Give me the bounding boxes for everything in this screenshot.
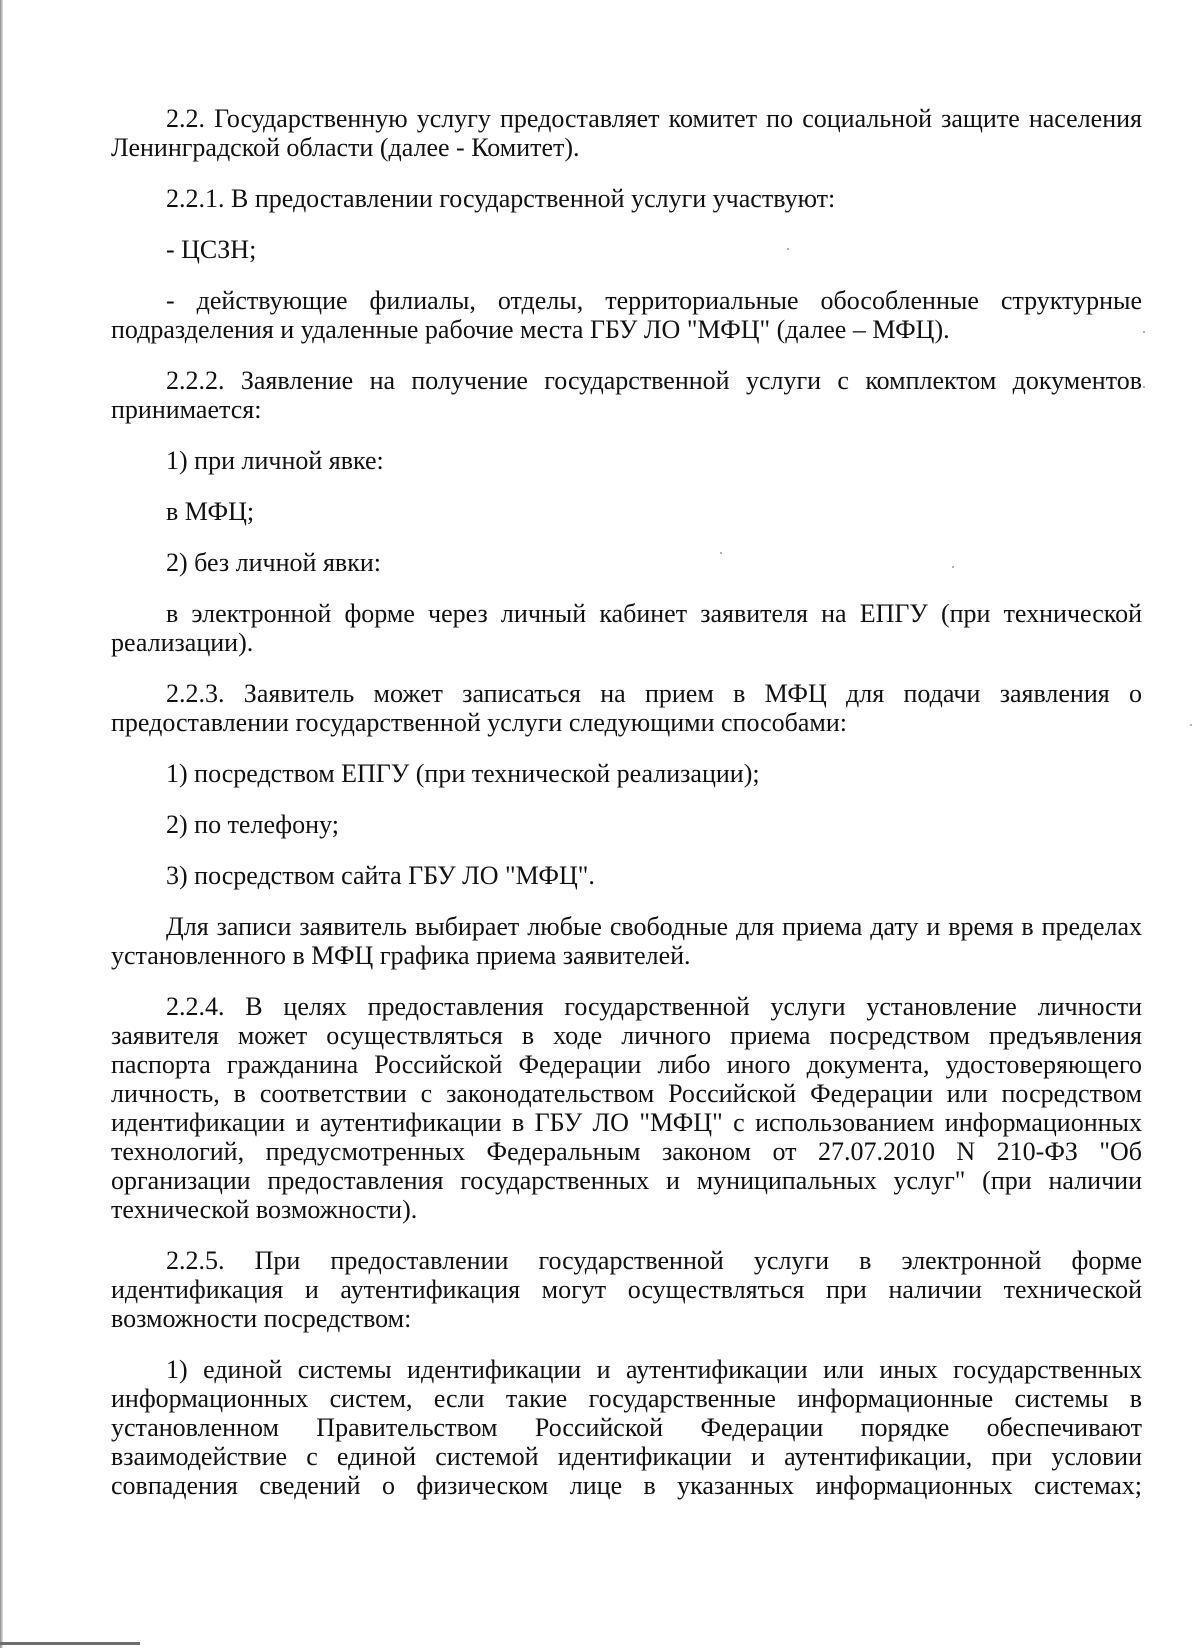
paragraph-esia: 1) единой системы идентификации и аутентификации или иных государственных информационных систем, если такие государственные информационные системы в установленном Правительством Российской Федерации порядке обеспечивают взаимодействие с единой системой идентификации и аутентификации, при условии совпадения сведений о физическом лице в указанных информационных системах; [111,1355,1142,1500]
scan-speck [1190,724,1192,726]
paragraph-2-2-5: 2.2.5. При предоставлении государственной услуги в электронной форме идентификация и аутентификация могут осуществляться при наличии технической возможности посредством: [111,1246,1142,1333]
paragraph-2-2-3: 2.2.3. Заявитель может записаться на прием в МФЦ для подачи заявления о предоставлении государственной услуги следующими способами: [111,679,1142,737]
paragraph-by-phone: 2) по телефону; [166,810,339,839]
paragraph-via-site: 3) посредством сайта ГБУ ЛО "МФЦ". [166,861,595,890]
paragraph-2-2-1: 2.2.1. В предоставлении государственной услуги участвуют: [166,184,836,213]
paragraph-item-branches: - действующие филиалы, отделы, территориальные обособленные структурные подразделения и удаленные рабочие места ГБУ ЛО "МФЦ" (далее – МФЦ). [111,286,1142,344]
document-body [111,104,1142,1522]
paragraph-via-epgu: 1) посредством ЕПГУ (при технической реализации); [166,759,760,788]
paragraph-2-2-2: 2.2.2. Заявление на получение государственной услуги с комплектом документов принимается: [111,366,1142,424]
paragraph-appointment: Для записи заявитель выбирает любые свободные для приема дату и время в пределах установленного в МФЦ графика приема заявителей. [111,912,1142,970]
scan-speck [1143,386,1145,388]
paragraph-item-cszn: - ЦСЗН; [166,235,257,264]
scan-edge-bottom [0,1642,140,1645]
paragraph-electronic-form: в электронной форме через личный кабинет заявителя на ЕПГУ (при технической реализации). [111,599,1142,657]
paragraph-2-2: 2.2. Государственную услугу предоставляет комитет по социальной защите населения Ленинградской области (далее - Комитет). [111,104,1142,162]
paragraph-in-person: 1) при личной явке: [166,446,384,475]
paragraph-2-2-4: 2.2.4. В целях предоставления государственной услуги установление личности заявителя может осуществляться в ходе личного приема посредством предъявления паспорта гражданина Российской Федерации либо иного документа, удостоверяющего личность, в соответствии с законодательством Российской Федерации или посредством идентификации и аутентификации в ГБУ ЛО "МФЦ" с использованием информационных технологий, предусмотренных Федеральным законом от 27.07.2010 N 210-ФЗ "Об организации предоставления государственных и муниципальных услуг" (при наличии технической возможности). [111,992,1142,1224]
scan-edge-left [0,0,3,1648]
scan-speck [1143,331,1145,333]
paragraph-remote: 2) без личной явки: [166,548,381,577]
paragraph-in-mfc: в МФЦ; [166,497,255,526]
